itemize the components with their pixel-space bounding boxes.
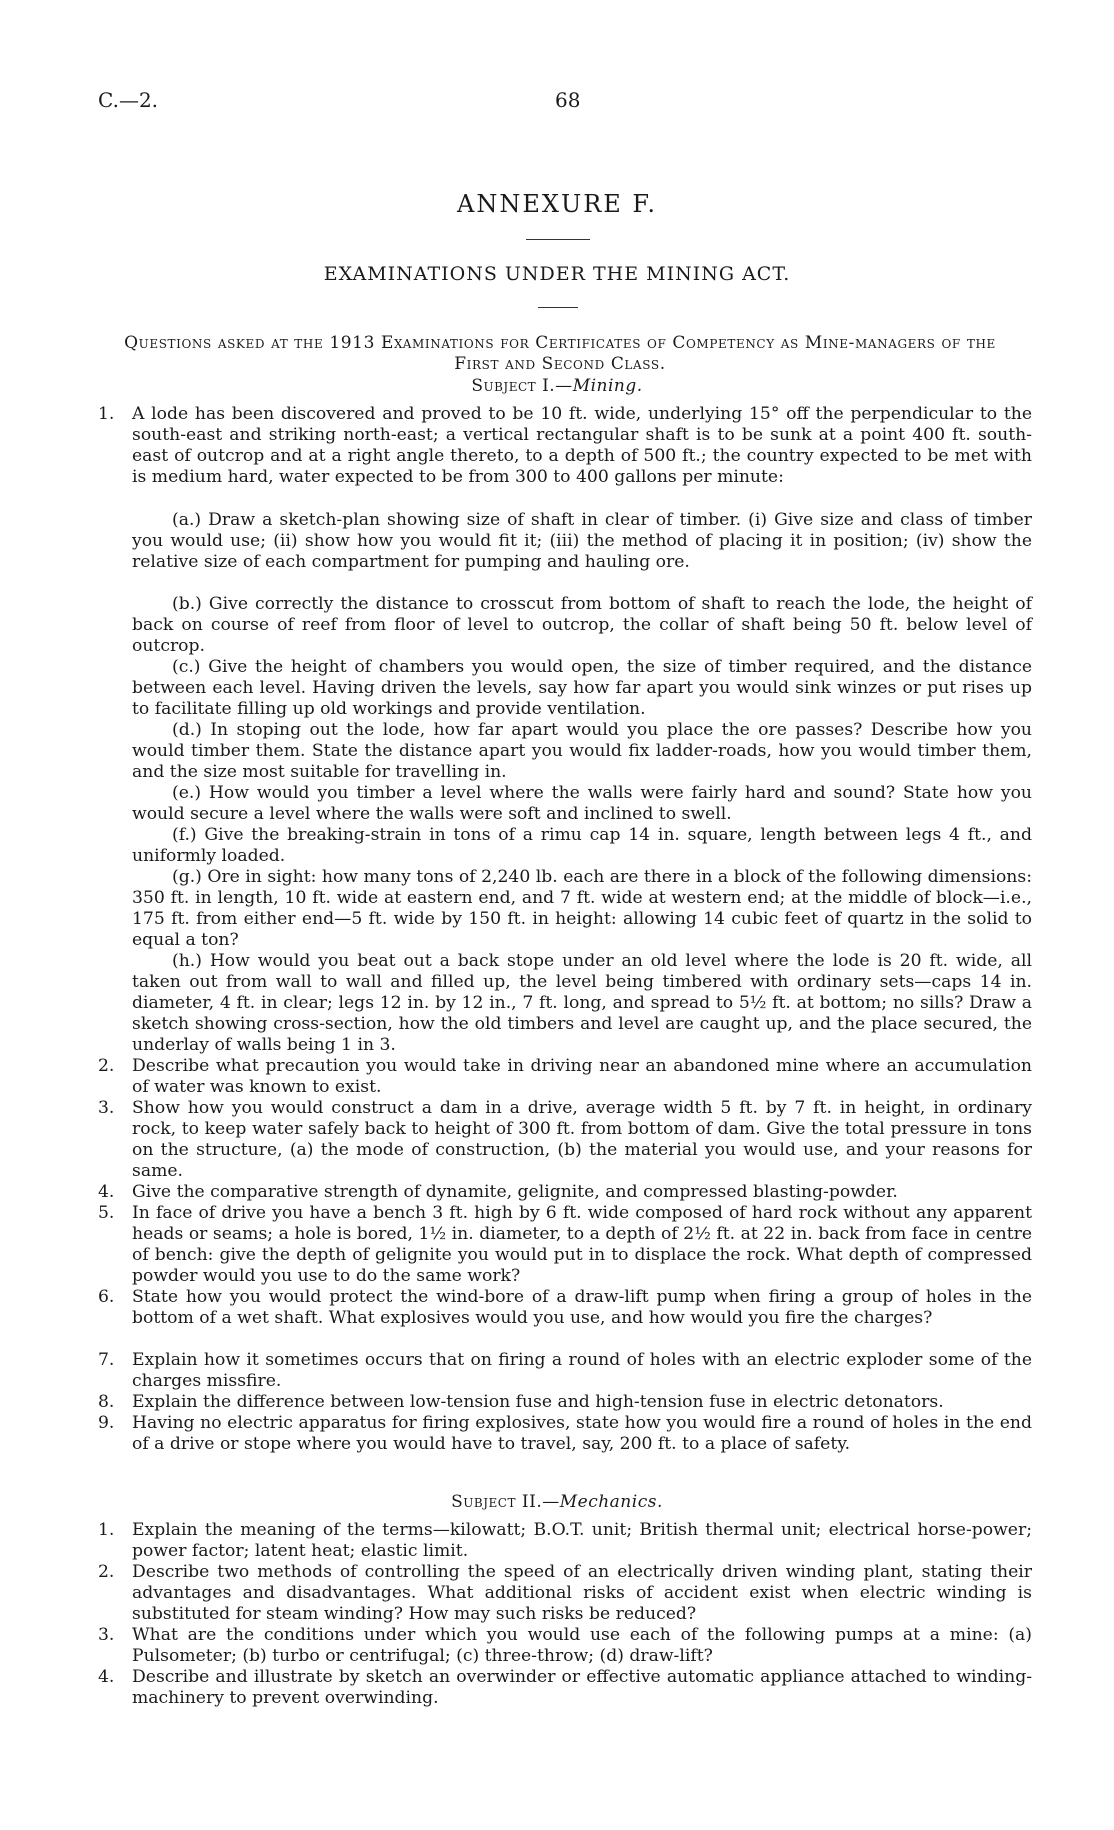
subject-name: Mechanics.: [559, 1492, 663, 1512]
question-text: A lode has been discovered and proved to be 10 ft. wide, underlying 15° off the perpendicular to the south-east and striking north-east; a vertical rectangular shaft is to be sunk at a point 400 ft. south-east of outcrop and at a right angle thereto, to a depth of 500 ft.; the country expected to be met with is medium hard, water expected to be from 300 to 400 gallons per minute:: [132, 404, 1032, 487]
question-number: 8.: [98, 1392, 115, 1412]
question-1b: (b.) Give correctly the distance to crosscut from bottom of shaft to reach the lode, the height of back on course of reef from floor of level to outcrop, the collar of shaft being 50 ft. below level of outcrop.: [132, 594, 1032, 656]
question-text: Describe what precaution you would take in driving near an abandoned mine where an accumulation of water was known to exist.: [132, 1056, 1032, 1097]
mechanics-question-3: [98, 1625, 1032, 1667]
mechanics-question-4: [98, 1667, 1032, 1709]
page-number: 68: [555, 88, 581, 112]
question-1g: (g.) Ore in sight: how many tons of 2,240 lb. each are there in a block of the following dimensions: 350 ft. in length, 10 ft. wide at eastern end, and 7 ft. wide at western end; at the middle of block—i.e., 175 ft. from either end—5 ft. wide by 150 ft. in height: allowing 14 cubic feet of quartz in the solid to equal a ton?: [132, 867, 1032, 950]
question-1h: (h.) How would you beat out a back stope under an old level where the lode is 20 ft. wide, all taken out from wall to wall and filled up, the level being timbered with ordinary sets—caps 14 in. diameter, 4 ft. in clear; legs 12 in. by 12 in., 7 ft. long, and spread to 5½ ft. at bottom; no sills? Draw a sketch showing cross-section, how the old timbers and level are caught up, and the place secured, the underlay of walls being 1 in 3.: [132, 951, 1032, 1055]
subject-name: Mining.: [572, 376, 643, 396]
question-1a: (a.) Draw a sketch-plan showing size of shaft in clear of timber. (i) Give size and class of timber you would use; (ii) show how you would fit it; (iii) the method of placing it in position; (iv) show the relative size of each compartment for pumping and hauling ore.: [132, 510, 1032, 572]
question-number: 1.: [98, 1520, 115, 1540]
document-reference: C.—2.: [98, 88, 159, 112]
question-text: Explain the meaning of the terms—kilowatt; B.O.T. unit; British thermal unit; electrical horse-power; power factor; latent heat; elastic limit.: [132, 1520, 1032, 1561]
question-7: [98, 1350, 1032, 1392]
question-number: 1.: [98, 404, 115, 424]
question-text: Having no electric apparatus for firing explosives, state how you would fire a round of holes in the end of a drive or stope where you would have to travel, say, 200 ft. to a place of safety.: [132, 1413, 1032, 1454]
question-8: [98, 1392, 1032, 1413]
annexure-title: ANNEXURE F.: [457, 190, 657, 218]
subject-prefix: Subject I.—: [471, 376, 573, 396]
question-1: [98, 404, 1032, 488]
question-4: [98, 1182, 1032, 1203]
questions-heading: Questions asked at the 1913 Examinations for Certificates of Competency as Mine-managers of the First and Second Class.: [124, 333, 996, 374]
question-text: Describe two methods of controlling the speed of an electrically driven winding plant, stating their advantages and disadvantages. What additional risks of accident exist when electric winding is substituted for steam winding? How may such risks be reduced?: [132, 1562, 1032, 1624]
question-2: [98, 1056, 1032, 1098]
question-number: 7.: [98, 1350, 115, 1370]
question-text: What are the conditions under which you would use each of the following pumps at a mine: (a) Pulsometer; (b) turbo or centrifugal; (c) three-throw; (d) draw-lift?: [132, 1625, 1032, 1666]
question-number: 3.: [98, 1098, 115, 1118]
divider-rule: [526, 239, 590, 240]
question-number: 2.: [98, 1056, 115, 1076]
question-3: [98, 1098, 1032, 1182]
question-text: In face of drive you have a bench 3 ft. high by 6 ft. wide composed of hard rock without any apparent heads or seams; a hole is bored, 1½ in. diameter, to a depth of 2½ ft. at 22 in. back from face in centre of bench: give the depth of gelignite you would put in to displace the rock. What depth of compressed powder would you use to do the same work?: [132, 1203, 1032, 1286]
question-number: 5.: [98, 1203, 115, 1223]
mechanics-question-2: [98, 1562, 1032, 1625]
divider-rule: [538, 307, 578, 308]
question-text: Give the comparative strength of dynamite, gelignite, and compressed blasting-powder.: [132, 1182, 898, 1202]
question-5: [98, 1203, 1032, 1287]
question-text: State how you would protect the wind-bore of a draw-lift pump when firing a group of holes in the bottom of a wet shaft. What explosives would you use, and how would you fire the charges?: [132, 1287, 1032, 1328]
question-text: Show how you would construct a dam in a drive, average width 5 ft. by 7 ft. in height, in ordinary rock, to keep water safely back to height of 300 ft. from bottom of dam. Give the total pressure in tons on the structure, (a) the mode of construction, (b) the material you would use, and your reasons for same.: [132, 1098, 1032, 1181]
question-text: Describe and illustrate by sketch an overwinder or effective automatic appliance attached to winding-machinery to prevent overwinding.: [132, 1667, 1032, 1708]
question-text: Explain how it sometimes occurs that on firing a round of holes with an electric exploder some of the charges missfire.: [132, 1350, 1032, 1391]
question-1f: (f.) Give the breaking-strain in tons of a rimu cap 14 in. square, length between legs 4 ft., and uniformly loaded.: [132, 825, 1032, 866]
mechanics-question-1: [98, 1520, 1032, 1562]
question-number: 4.: [98, 1182, 115, 1202]
question-number: 3.: [98, 1625, 115, 1645]
question-6: [98, 1287, 1032, 1329]
question-1c: (c.) Give the height of chambers you would open, the size of timber required, and the distance between each level. Having driven the levels, say how far apart you would sink winzes or put rises up to facilitate filling up old workings and provide ventilation.: [132, 657, 1032, 719]
question-1d: (d.) In stoping out the lode, how far apart would you place the ore passes? Describe how you would timber them. State the distance apart you would fix ladder-roads, how you would timber them, and the size most suitable for travelling in.: [132, 720, 1032, 782]
subject-prefix: Subject II.—: [451, 1492, 560, 1512]
subject-heading-mining: [0, 376, 1114, 396]
question-1e: (e.) How would you timber a level where the walls were fairly hard and sound? State how you would secure a level where the walls were soft and inclined to swell.: [132, 783, 1032, 824]
question-9: [98, 1413, 1032, 1455]
subject-heading-mechanics: [0, 1492, 1114, 1512]
question-number: 2.: [98, 1562, 115, 1582]
question-text: Explain the difference between low-tension fuse and high-tension fuse in electric detonators.: [132, 1392, 944, 1412]
question-number: 4.: [98, 1667, 115, 1687]
question-number: 9.: [98, 1413, 115, 1433]
section-title: EXAMINATIONS UNDER THE MINING ACT.: [323, 263, 791, 285]
question-number: 6.: [98, 1287, 115, 1307]
